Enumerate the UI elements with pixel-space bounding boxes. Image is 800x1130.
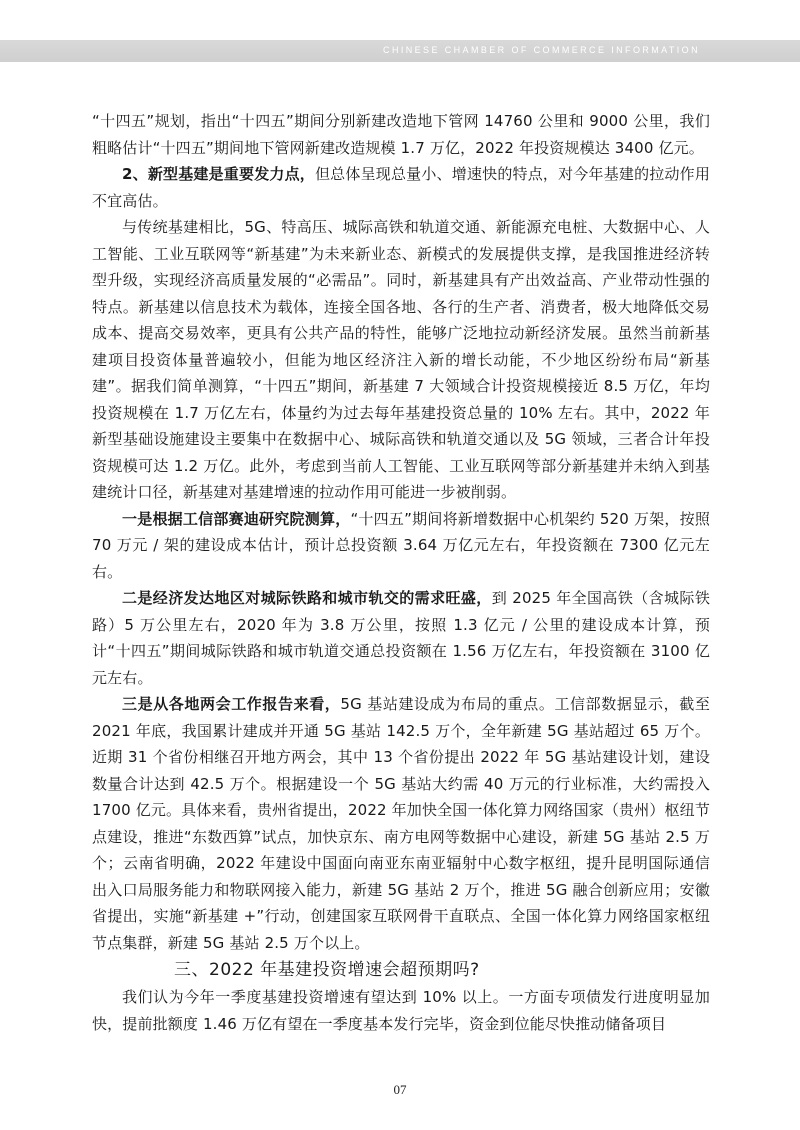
paragraph-intercity-rail <box>92 585 710 691</box>
intercity-rail-lead: 二是经济发达地区对城际铁路和城市轨交的需求旺盛， <box>122 589 492 607</box>
intercity-rail-text: 到 2025 年全国高铁（含城际铁路）5 万公里左右，2020 年为 3.8 万公里，按照 1.3 亿元 / 公里的建设成本计算，预计“十四五”期间城际铁路和城市轨道交通总投资额在 1.56 万亿左右，年投资额在 3100 亿元左右。 <box>92 589 710 687</box>
paragraph-5g-base-stations <box>92 691 710 956</box>
point-2-text: 但总体呈现总量小、增速快的特点，对今年基建的拉动作用不宜高估。 <box>92 165 711 210</box>
paragraph-underground-pipeline: “十四五”规划，指出“十四五”期间分别新建改造地下管网 14760 公里和 9000 公里，我们粗略估计“十四五”期间地下管网新建改造规模 1.7 万亿，2022 年投资规模达 3400 亿元。 <box>92 112 710 157</box>
data-center-text: “十四五”期间将新增数据中心机架约 520 万架，按照 70 万元 / 架的建设成本估计，预计总投资额 3.64 万亿元左右，年投资额在 7300 亿元左右。 <box>92 509 710 581</box>
5g-lead: 三是从各地两会工作报告来看， <box>122 695 341 713</box>
point-2-lead: 2、新型基建是重要发力点， <box>122 165 315 183</box>
5g-text: 5G 基站建设成为布局的重点。工信部数据显示，截至 2021 年底，我国累计建成并开通 5G 基站 142.5 万个，全年新建 5G 基站超过 65 万个。近期 31 个省份相继召开地方两会，其中 13 个省份提出 2022 年 5G 基站建设计划，建设数量合计达到 42.5 万个。根据建设一个 5G 基站大约需 40 万元的行业标准，大约需投入 1700 亿元。具体来看，贵州省提出，2022 年加快全国一体化算力网络国家（贵州）枢纽节点建设，推进“东数西算”试点，加快京东、南方电网等数据中心建设，新建 5G 基站 2.5 万个；云南省明确，2022 年建设中国面向南亚东南亚辐射中心数字枢纽，提升昆明国际通信出入口局服务能力和物联网接入能力，新建 5G 基站 2 万个，推进 5G 融合创新应用；安徽省提出，实施“新基建 +”行动，创建国家互联网骨干直联点、全国一体化算力网络国家枢纽节点集群，新建 5G 基站 2.5 万个以上。 <box>92 695 710 952</box>
article-body <box>92 108 710 1037</box>
header-banner-text: CHINESE CHAMBER OF COMMERCE INFORMATION <box>383 45 700 55</box>
paragraph-data-center <box>92 506 710 586</box>
paragraph-new-infrastructure-point <box>92 161 710 214</box>
section-heading-3: 三、2022 年基建投资增速会超预期吗? <box>174 960 480 980</box>
page-number: 07 <box>393 1082 407 1097</box>
data-center-lead: 一是根据工信部赛迪研究院测算， <box>122 509 351 528</box>
paragraph-new-infrastructure-detail: 与传统基建相比，5G、特高压、城际高铁和轨道交通、新能源充电桩、大数据中心、人工智能、工业互联网等“新基建”为未来新业态、新模式的发展提供支撑，是我国推进经济转型升级，实现经济高质量发展的“必需品”。同时，新基建具有产出效益高、产业带动性强的特点。新基建以信息技术为载体，连接全国各地、各行的生产者、消费者，极大地降低交易成本、提高交易效率，更具有公共产品的特性，能够广泛地拉动新经济发展。虽然当前新基建项目投资体量普遍较小，但能为地区经济注入新的增长动能，不少地区纷纷布局“新基建”。据我们简单测算，“十四五”期间，新基建 7 大领域合计投资规模接近 8.5 万亿，年均投资规模在 1.7 万亿左右，体量约为过去每年基建投资总量的 10% 左右。其中，2022 年新型基础设施建设主要集中在数据中心、城际高铁和轨道交通以及 5G 领域，三者合计年投资规模可达 1.2 万亿。此外，考虑到当前人工智能、工业互联网等部分新基建并未纳入到基建统计口径，新基建对基建增速的拉动作用可能进一步被削弱。 <box>92 218 710 501</box>
paragraph-q1-forecast: 我们认为今年一季度基建投资增速有望达到 10% 以上。一方面专项债发行进度明显加快，提前批额度 1.46 万亿有望在一季度基本发行完毕，资金到位能尽快推动储备项目 <box>92 988 710 1033</box>
